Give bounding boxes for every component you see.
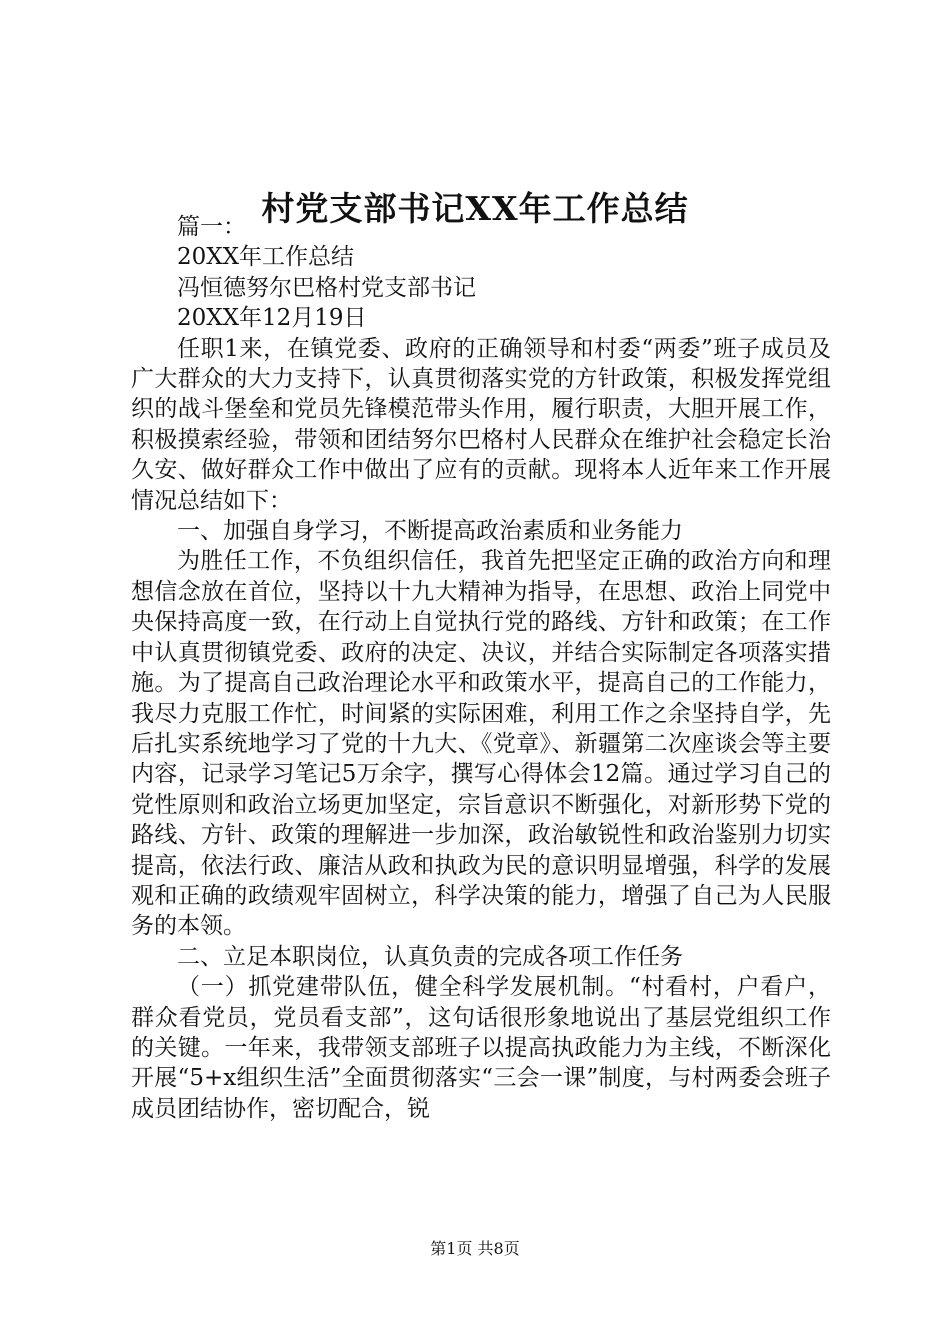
page-number: 第1页 共8页 bbox=[430, 1239, 520, 1258]
section-heading-2: 二、立足本职岗位，认真负责的完成各项工作任务 bbox=[177, 943, 683, 970]
body-paragraph-2: （一）抓党建带队伍，健全科学发展机制。“村看村，户看户，群众看党员，党员看支部”，这句话很形象地说出了基层党组织工作的关键。一年来，我带领支部班子以提高执政能力为主线，不断深化开展“5+x组织生活”全面贯彻落实“三会一课”制度，与村两委会班子成员团结协作，密切配合，锐 bbox=[131, 974, 831, 1122]
document-body bbox=[131, 212, 831, 1124]
body-paragraph-1: 为胜任工作，不负组织信任，我首先把坚定正确的政治方向和理想信念放在首位，坚持以十九大精神为指导，在思想、政治上同党中央保持高度一致，在行动上自觉执行党的路线、方针和政策；在工作中认真贯彻镇党委、政府的决定、决议，并结合实际制定各项落实措施。为了提高自己政治理论水平和政策水平，提高自己的工作能力，我尽力克服工作忙，时间紧的实际困难，利用工作之余坚持自学，先后扎实系统地学习了党的十九大、《党章》、新疆第二次座谈会等主要内容，记录学习笔记5万余字，撰写心得体会12篇。通过学习自己的党性原则和政治立场更加坚定，宗旨意识不断强化，对新形势下党的路线、方针、政策的理解进一步加深，政治敏锐性和政治鉴别力切实提高，依法行政、廉洁从政和执政为民的意识明显增强，科学的发展观和正确的政绩观牢固树立，科学决策的能力，增强了自己为人民服务的本领。 bbox=[131, 548, 831, 940]
intro-paragraph: 任职1来，在镇党委、政府的正确领导和村委“两委”班子成员及广大群众的大力支持下，认真贯彻落实党的方针政策，积极发挥党组织的战斗堡垒和党员先锋模范带头作用，履行职责，大胆开展工作，积极摸索经验，带领和团结努尔巴格村人民群众在维护社会稳定长治久安、做好群众工作中做出了应有的贡献。现将本人近年来工作开展情况总结如下： bbox=[131, 335, 831, 514]
date-line: 20XX年12月19日 bbox=[177, 305, 367, 332]
report-heading: 20XX年工作总结 bbox=[177, 244, 355, 271]
document-title: 村党支部书记XX年工作总结 bbox=[261, 189, 689, 228]
section-heading-1: 一、加强自身学习，不断提高政治素质和业务能力 bbox=[177, 518, 683, 545]
author-line: 冯恒德努尔巴格村党支部书记 bbox=[177, 274, 476, 301]
section-label: 篇一： bbox=[177, 214, 246, 240]
